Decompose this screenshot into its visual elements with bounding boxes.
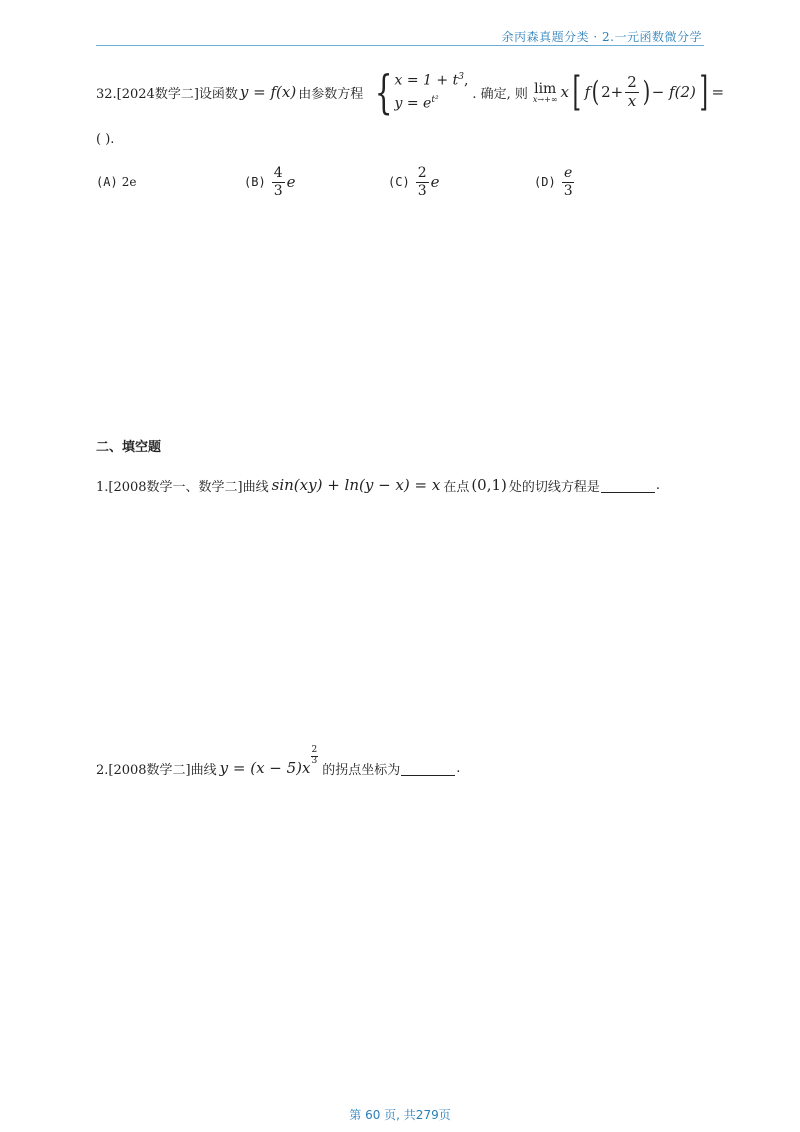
section-heading: 二、填空题 (96, 440, 162, 455)
option-b-suffix: e (286, 173, 296, 191)
option-c-fraction: $\frac{2}{3}$ (417, 165, 427, 199)
system-lines (395, 72, 469, 111)
plus-sign: + (610, 83, 624, 101)
option-b-label: (B) (244, 175, 266, 189)
option-c-label: (C) (388, 175, 410, 189)
q32-function: y = f(x) (239, 83, 297, 101)
fraction-2-over-x: $\frac{2}{x}$ (627, 73, 637, 110)
fill1-end: . (655, 477, 661, 493)
option-d[interactable] (534, 162, 577, 202)
header-divider (96, 45, 704, 46)
left-bracket: [ (572, 69, 582, 115)
option-b[interactable] (244, 162, 296, 202)
right-paren: ) (642, 75, 651, 108)
fill-question-1 (96, 470, 706, 500)
fill2-end: . (456, 760, 461, 776)
fill1-expression: sin(xy) + ln(y − x) = x (271, 476, 441, 494)
equals-sign: = (711, 83, 725, 101)
question-32 (96, 62, 725, 122)
q32-after-system: . 确定, 则 (472, 86, 528, 102)
option-a-label: (A) (96, 175, 118, 189)
option-a[interactable] (96, 162, 136, 202)
option-c-suffix: e (430, 173, 440, 191)
fill1-prefix: 1.[2008数学一、数学二]曲线 (96, 479, 269, 495)
fill1-answer-blank[interactable] (601, 478, 655, 493)
fill2-suffix: 的拐点坐标为 (322, 762, 401, 778)
q32-prefix: 32.[2024数学二]设函数 (96, 86, 238, 102)
const-two: 2 (601, 83, 611, 101)
system-eq-1: $x = 1 + t^3$, (394, 72, 469, 89)
fill1-point: (0,1) (471, 476, 507, 494)
option-d-label: (D) (534, 175, 556, 189)
header-title: 余丙森真题分类 · 2.一元函数微分学 (501, 30, 702, 44)
right-bracket: ] (699, 69, 708, 115)
fill2-exponent: $\frac{2}{3}$ (311, 744, 318, 766)
left-brace: { (375, 65, 393, 119)
option-c[interactable] (388, 162, 440, 202)
fill-question-2 (96, 744, 706, 788)
answer-blank: ( ). (96, 132, 115, 147)
page-footer: 第 60 页, 共279页 (349, 1108, 451, 1122)
limit-x: x (560, 83, 569, 101)
parametric-system (369, 65, 469, 119)
fill2-answer-blank[interactable] (401, 761, 455, 776)
q32-middle-text: 由参数方程 (298, 86, 364, 102)
fill2-prefix: 2.[2008数学二]曲线 (96, 762, 217, 778)
option-a-value: 2e (121, 175, 137, 189)
left-paren: ( (591, 75, 600, 108)
minus-f2: − f(2) (651, 83, 696, 101)
fill1-middle: 在点 (443, 479, 470, 495)
option-b-fraction: $\frac{4}{3}$ (273, 165, 283, 199)
system-eq-2: $y = e^{t^2}$ (394, 95, 439, 112)
fill2-expression: y = (x − 5)x (219, 759, 311, 777)
option-d-fraction: $\frac{e}{3}$ (563, 165, 573, 199)
answer-options (96, 162, 696, 202)
f-symbol: f (584, 83, 591, 101)
fill1-suffix: 处的切线方程是 (508, 479, 600, 495)
limit-operator: lim x→+∞ (532, 80, 558, 104)
